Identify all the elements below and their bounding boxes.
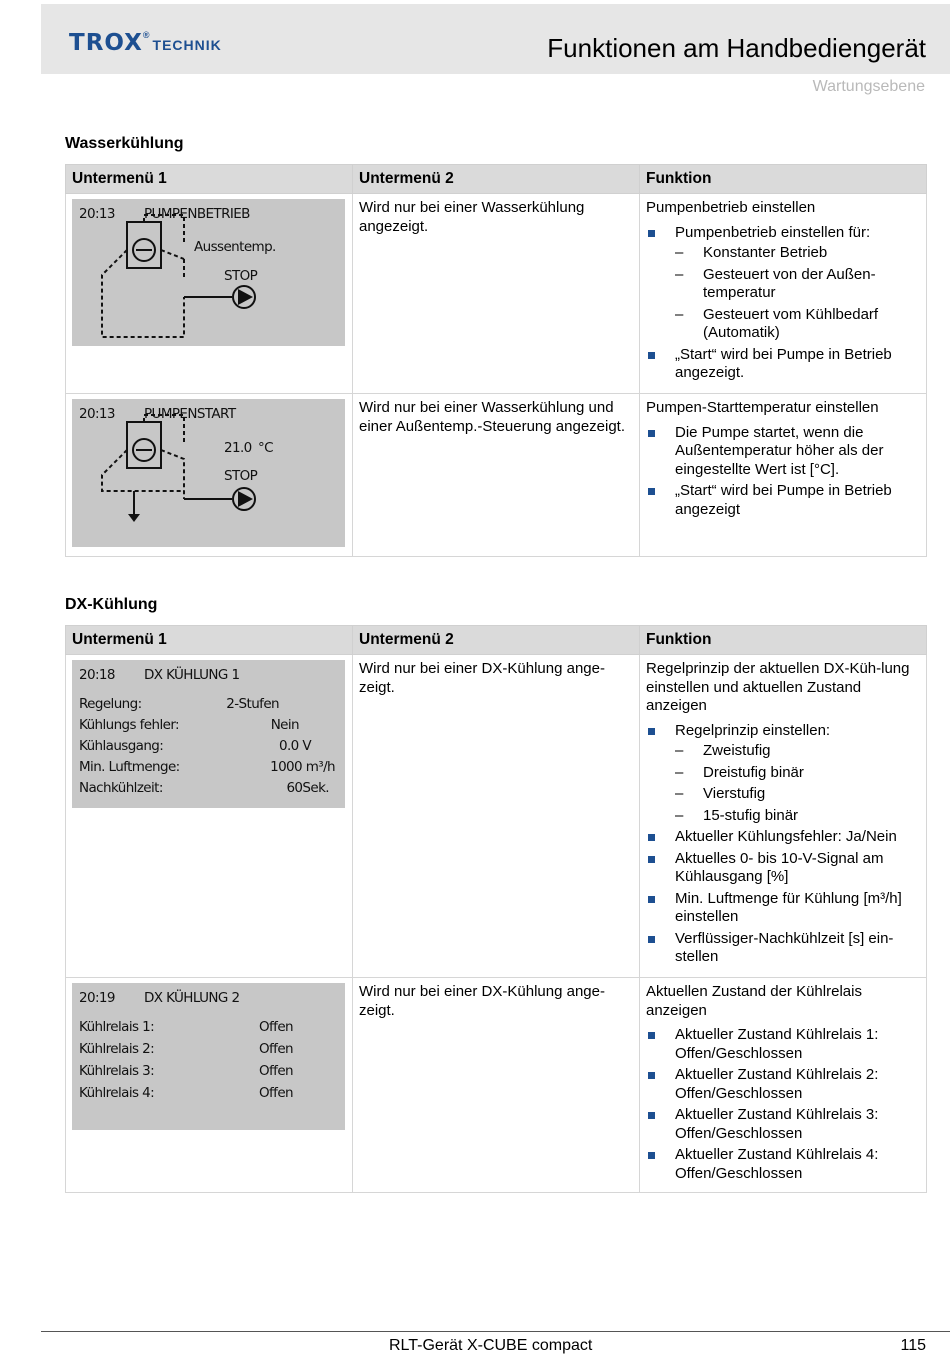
lcd-label: Kühlrelais 3: <box>79 1063 155 1079</box>
untermenue2-cell: Wird nur bei einer DX-Kühlung ange-zeigt. <box>353 655 640 978</box>
logo-registered-mark: ® <box>142 30 151 40</box>
bullet-list <box>646 424 920 520</box>
table-row <box>66 194 927 394</box>
column-header-untermenue2: Untermenü 2 <box>353 165 640 194</box>
list-item: Aktueller Zustand Kühlrelais 2: Offen/Geschlossen <box>646 1066 920 1103</box>
list-item: Aktueller Zustand Kühlrelais 3: Offen/Geschlossen <box>646 1106 920 1143</box>
bullet-list <box>646 224 920 383</box>
table-header-row <box>66 165 927 194</box>
list-item: „Start“ wird bei Pumpe in Betrieb angezeigt <box>646 482 920 519</box>
list-item: Verflüssiger-Nachkühlzeit [s] ein-stellen <box>646 930 920 967</box>
sub-list-item: – Dreistufig binär <box>675 764 920 783</box>
list-item: Aktuelles 0- bis 10-V-Signal am Kühlausgang [%] <box>646 850 920 887</box>
column-header-funktion: Funktion <box>640 626 927 655</box>
column-header-funktion: Funktion <box>640 165 927 194</box>
list-item: Aktueller Zustand Kühlrelais 1: Offen/Geschlossen <box>646 1026 920 1063</box>
sub-list-item: – Zweistufig <box>675 742 920 761</box>
lcd-screen-dx-kuehlung-2 <box>72 983 345 1130</box>
lcd-title: PUMPENSTART <box>144 406 236 422</box>
table-row <box>66 978 927 1193</box>
sub-list-item: – Vierstufig <box>675 785 920 804</box>
list-item: Aktueller Kühlungsfehler: Ja/Nein <box>646 828 920 847</box>
funktion-intro: Pumpenbetrieb einstellen <box>646 199 816 216</box>
lcd-value: 21.0 <box>224 440 252 456</box>
trox-logo <box>69 30 222 56</box>
footer-divider <box>41 1331 950 1332</box>
funktion-cell <box>640 394 927 557</box>
lcd-label: Kühlrelais 1: <box>79 1019 155 1035</box>
list-item: „Start“ wird bei Pumpe in Betrieb angezeigt. <box>646 346 920 383</box>
list-item: Min. Luftmenge für Kühlung [m³/h] einstellen <box>646 890 920 927</box>
lcd-label: Kühlrelais 4: <box>79 1085 155 1101</box>
table-row <box>66 394 927 557</box>
lcd-value: Offen <box>259 1063 293 1079</box>
lcd-label: Kühlungs fehler: <box>79 717 179 733</box>
page-header <box>41 4 950 74</box>
bullet-list <box>646 1026 920 1183</box>
lcd-value: 0.0 V <box>279 738 311 754</box>
untermenue2-cell: Wird nur bei einer DX-Kühlung ange-zeigt. <box>353 978 640 1193</box>
lcd-unit: °C <box>258 440 273 456</box>
sub-list-item: – 15-stufig binär <box>675 807 920 826</box>
lcd-value: Nein <box>270 717 299 733</box>
lcd-line: STOP <box>224 468 258 484</box>
lcd-line: STOP <box>224 268 258 284</box>
funktion-intro: Pumpen-Starttemperatur einstellen <box>646 399 879 416</box>
table-row <box>66 655 927 978</box>
lcd-line: Aussentemp. <box>194 239 276 255</box>
lcd-value: Offen <box>259 1041 293 1057</box>
list-item <box>646 722 920 826</box>
lcd-screen-pumpenbetrieb <box>72 199 345 346</box>
sub-list <box>675 244 920 343</box>
arrow-down-icon <box>128 514 140 522</box>
lcd-value: Offen <box>259 1019 293 1035</box>
lcd-cell <box>66 978 353 1193</box>
sub-list <box>675 742 920 825</box>
list-item-text: Pumpenbetrieb einstellen für: <box>675 223 871 241</box>
footer-product: RLT-Gerät X-CUBE compact <box>389 1337 593 1354</box>
sub-list-item: – Konstanter Betrieb <box>675 244 920 263</box>
list-item: Die Pumpe startet, wenn die Außentemperatur höher als der eingestellte Wert ist [°C]. <box>646 424 920 480</box>
list-item <box>646 224 920 343</box>
untermenue2-cell: Wird nur bei einer Wasserkühlung angezeigt. <box>353 194 640 394</box>
lcd-cell <box>66 655 353 978</box>
lcd-label: Regelung: <box>79 696 142 712</box>
lcd-title: DX KÜHLUNG 1 <box>144 667 240 683</box>
funktion-cell <box>640 978 927 1193</box>
bullet-list <box>646 722 920 967</box>
column-header-untermenue1: Untermenü 1 <box>66 165 353 194</box>
page-subtitle: Wartungsebene <box>812 78 925 95</box>
lcd-screen-pumpenstart <box>72 399 345 547</box>
footer-page-number: 115 <box>900 1337 926 1354</box>
section-title-dx-kuehlung: DX-Kühlung <box>65 596 158 613</box>
lcd-label: Nachkühlzeit: <box>79 780 163 796</box>
table-dx-kuehlung <box>65 625 927 1193</box>
column-header-untermenue2: Untermenü 2 <box>353 626 640 655</box>
table-header-row <box>66 626 927 655</box>
lcd-title: PUMPENBETRIEB <box>144 206 250 222</box>
lcd-cell <box>66 194 353 394</box>
lcd-value: 60Sek. <box>286 780 329 796</box>
funktion-cell <box>640 655 927 978</box>
untermenue2-cell: Wird nur bei einer Wasserkühlung und einer Außentemp.-Steuerung angezeigt. <box>353 394 640 557</box>
lcd-label: Kühlausgang: <box>79 738 164 754</box>
lcd-time: 20:19 <box>79 990 115 1006</box>
column-header-untermenue1: Untermenü 1 <box>66 626 353 655</box>
table-wasserkuehlung <box>65 164 927 557</box>
funktion-intro: Regelprinzip der aktuellen DX-Küh-lung einstellen und aktuellen Zustand anzeigen <box>646 660 910 714</box>
lcd-value: Offen <box>259 1085 293 1101</box>
list-item-text: Regelprinzip einstellen: <box>675 721 831 739</box>
lcd-time: 20:13 <box>79 406 115 422</box>
funktion-cell <box>640 194 927 394</box>
lcd-label: Kühlrelais 2: <box>79 1041 155 1057</box>
section-title-wasserkuehlung: Wasserkühlung <box>65 135 184 152</box>
page-title: Funktionen am Handbediengerät <box>547 33 926 63</box>
logo-subtext: TECHNIK <box>152 37 222 53</box>
funktion-intro: Aktuellen Zustand der Kühlrelais anzeigen <box>646 983 862 1019</box>
lcd-time: 20:18 <box>79 667 115 683</box>
sub-list-item: – Gesteuert von der Außen-temperatur <box>675 266 920 303</box>
list-item: Aktueller Zustand Kühlrelais 4: Offen/Geschlossen <box>646 1146 920 1183</box>
sub-list-item: – Gesteuert vom Kühlbedarf (Automatik) <box>675 306 920 343</box>
lcd-time: 20:13 <box>79 206 115 222</box>
lcd-value: 1000 m³/h <box>270 759 335 775</box>
lcd-label: Min. Luftmenge: <box>79 759 180 775</box>
lcd-title: DX KÜHLUNG 2 <box>144 990 240 1006</box>
logo-text: TROX <box>69 30 143 56</box>
lcd-cell <box>66 394 353 557</box>
lcd-value: 2-Stufen <box>226 696 279 712</box>
lcd-screen-dx-kuehlung-1 <box>72 660 345 808</box>
